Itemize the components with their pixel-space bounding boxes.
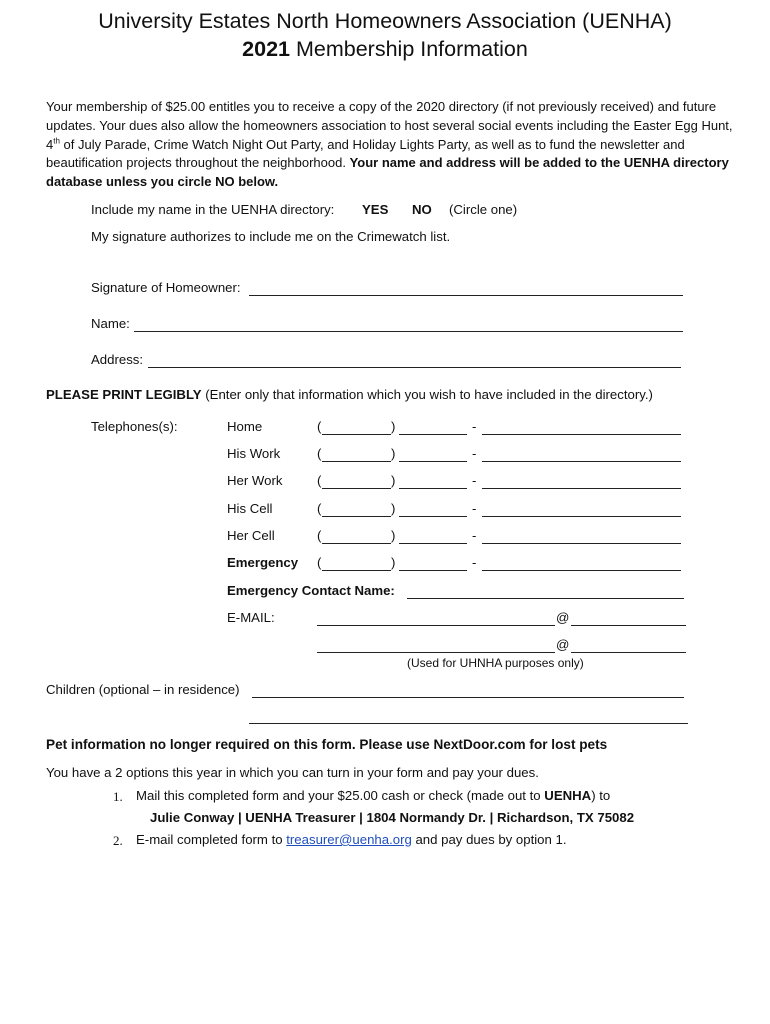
email-at-sign-2: @ [556, 637, 570, 652]
emergency-contact-field[interactable] [407, 586, 684, 599]
phone-open-paren: ( [317, 446, 322, 461]
children-field-2[interactable] [249, 711, 688, 724]
phone-prefix-field[interactable] [399, 558, 467, 571]
email-user-field-1[interactable] [317, 613, 555, 626]
phone-close-paren: ) [391, 419, 396, 434]
phone-close-paren: ) [391, 446, 396, 461]
options-intro: You have a 2 options this year in which you can turn in your form and pay your dues. [46, 765, 539, 780]
option-2-number: 2. [113, 833, 123, 848]
option-1-text [136, 788, 610, 803]
crimewatch-statement: My signature authorizes to include me on the Crimewatch list. [91, 229, 451, 244]
option-2-text-a: E-mail completed form to [136, 832, 287, 847]
directory-no-option[interactable]: NO [412, 202, 432, 217]
phone-open-paren: ( [317, 473, 322, 488]
telephones-label: Telephones(s): [91, 419, 178, 434]
phone-prefix-field[interactable] [399, 531, 467, 544]
intro-text-1: Your membership of $25.00 entitles you to receive a copy of the 2020 directory (if not previously received) and future updates. Your dues also allow the homeowners association to host several social events including the Easter Egg Hunt, 4 [46, 99, 733, 152]
phone-dash: - [472, 555, 477, 570]
phone-open-paren: ( [317, 528, 322, 543]
phone-dash: - [472, 501, 477, 516]
option-1-text-a: Mail this completed form and your $25.00 cash or check (made out to [136, 788, 545, 803]
signature-field[interactable] [249, 283, 683, 296]
print-legibly-bold: PLEASE PRINT LEGIBLY [46, 387, 202, 402]
phone-number-field[interactable] [482, 449, 681, 462]
phone-dash: - [472, 528, 477, 543]
page-subtitle [0, 37, 770, 62]
phone-area-code-field[interactable] [322, 558, 391, 571]
address-field[interactable] [148, 355, 681, 368]
intro-paragraph [46, 98, 736, 192]
option-1-text-b: ) to [591, 788, 611, 803]
email-usage-note: (Used for UHNHA purposes only) [407, 656, 584, 670]
page-title: University Estates North Homeowners Association (UENHA) [98, 9, 672, 33]
intro-bold-notice: Your name and address will be added to the UENHA directory database unless you circle NO below. [46, 155, 729, 190]
phone-label-emergency: Emergency [227, 555, 299, 570]
option-1-number: 1. [113, 789, 123, 804]
directory-yes-option[interactable]: YES [362, 202, 389, 217]
phone-number-field[interactable] [482, 558, 681, 571]
phone-close-paren: ) [391, 528, 396, 543]
phone-prefix-field[interactable] [399, 504, 467, 517]
phone-dash: - [472, 419, 477, 434]
name-label: Name: [91, 316, 130, 331]
email-domain-field-2[interactable] [571, 640, 686, 653]
phone-area-code-field[interactable] [322, 531, 391, 544]
phone-close-paren: ) [391, 501, 396, 516]
option-2-text [136, 832, 567, 847]
mailing-address: Julie Conway | UENHA Treasurer | 1804 Normandy Dr. | Richardson, TX 75082 [150, 810, 635, 825]
phone-number-field[interactable] [482, 476, 681, 489]
phone-label-her-work: Her Work [227, 473, 283, 488]
directory-include-label: Include my name in the UENHA directory: [91, 202, 335, 217]
print-legibly-text: (Enter only that information which you wish to have included in the directory.) [201, 387, 653, 402]
signature-label: Signature of Homeowner: [91, 280, 241, 295]
phone-prefix-field[interactable] [399, 449, 467, 462]
email-domain-field-1[interactable] [571, 613, 686, 626]
intro-text-2: of July Parade, Crime Watch Night Out Party, and Holiday Lights Party, as well as to fund the newsletter and beautification projects throughout the neighborhood. [46, 136, 685, 171]
children-label: Children (optional – in residence) [46, 682, 240, 697]
phone-open-paren: ( [317, 501, 322, 516]
phone-label-his-work: His Work [227, 446, 281, 461]
email-label: E-MAIL: [227, 610, 275, 625]
phone-area-code-field[interactable] [322, 449, 391, 462]
phone-label-home: Home [227, 419, 263, 434]
phone-area-code-field[interactable] [322, 422, 391, 435]
option-1-payee: UENHA [544, 788, 592, 803]
phone-number-field[interactable] [482, 531, 681, 544]
phone-area-code-field[interactable] [322, 476, 391, 489]
phone-dash: - [472, 446, 477, 461]
phone-number-field[interactable] [482, 422, 681, 435]
phone-prefix-field[interactable] [399, 422, 467, 435]
treasurer-email-link[interactable]: treasurer@uenha.org [286, 832, 412, 847]
subtitle-year: 2021 [242, 37, 291, 61]
emergency-contact-label: Emergency Contact Name: [227, 583, 395, 598]
name-field[interactable] [134, 319, 683, 332]
option-2-text-b: and pay dues by option 1. [411, 832, 567, 847]
email-at-sign-1: @ [556, 610, 570, 625]
phone-open-paren: ( [317, 555, 322, 570]
pet-information-notice: Pet information no longer required on this form. Please use NextDoor.com for lost pets [46, 737, 608, 752]
phone-area-code-field[interactable] [322, 504, 391, 517]
phone-prefix-field[interactable] [399, 476, 467, 489]
intro-superscript: th [53, 136, 60, 146]
print-legibly-notice [46, 387, 653, 402]
phone-label-her-cell: Her Cell [227, 528, 275, 543]
phone-open-paren: ( [317, 419, 322, 434]
email-user-field-2[interactable] [317, 640, 555, 653]
phone-close-paren: ) [391, 555, 396, 570]
phone-label-his-cell: His Cell [227, 501, 273, 516]
phone-dash: - [472, 473, 477, 488]
subtitle-text: Membership Information [290, 37, 528, 61]
address-label: Address: [91, 352, 144, 367]
phone-number-field[interactable] [482, 504, 681, 517]
children-field-1[interactable] [252, 685, 684, 698]
circle-one-note: (Circle one) [449, 202, 518, 217]
phone-close-paren: ) [391, 473, 396, 488]
